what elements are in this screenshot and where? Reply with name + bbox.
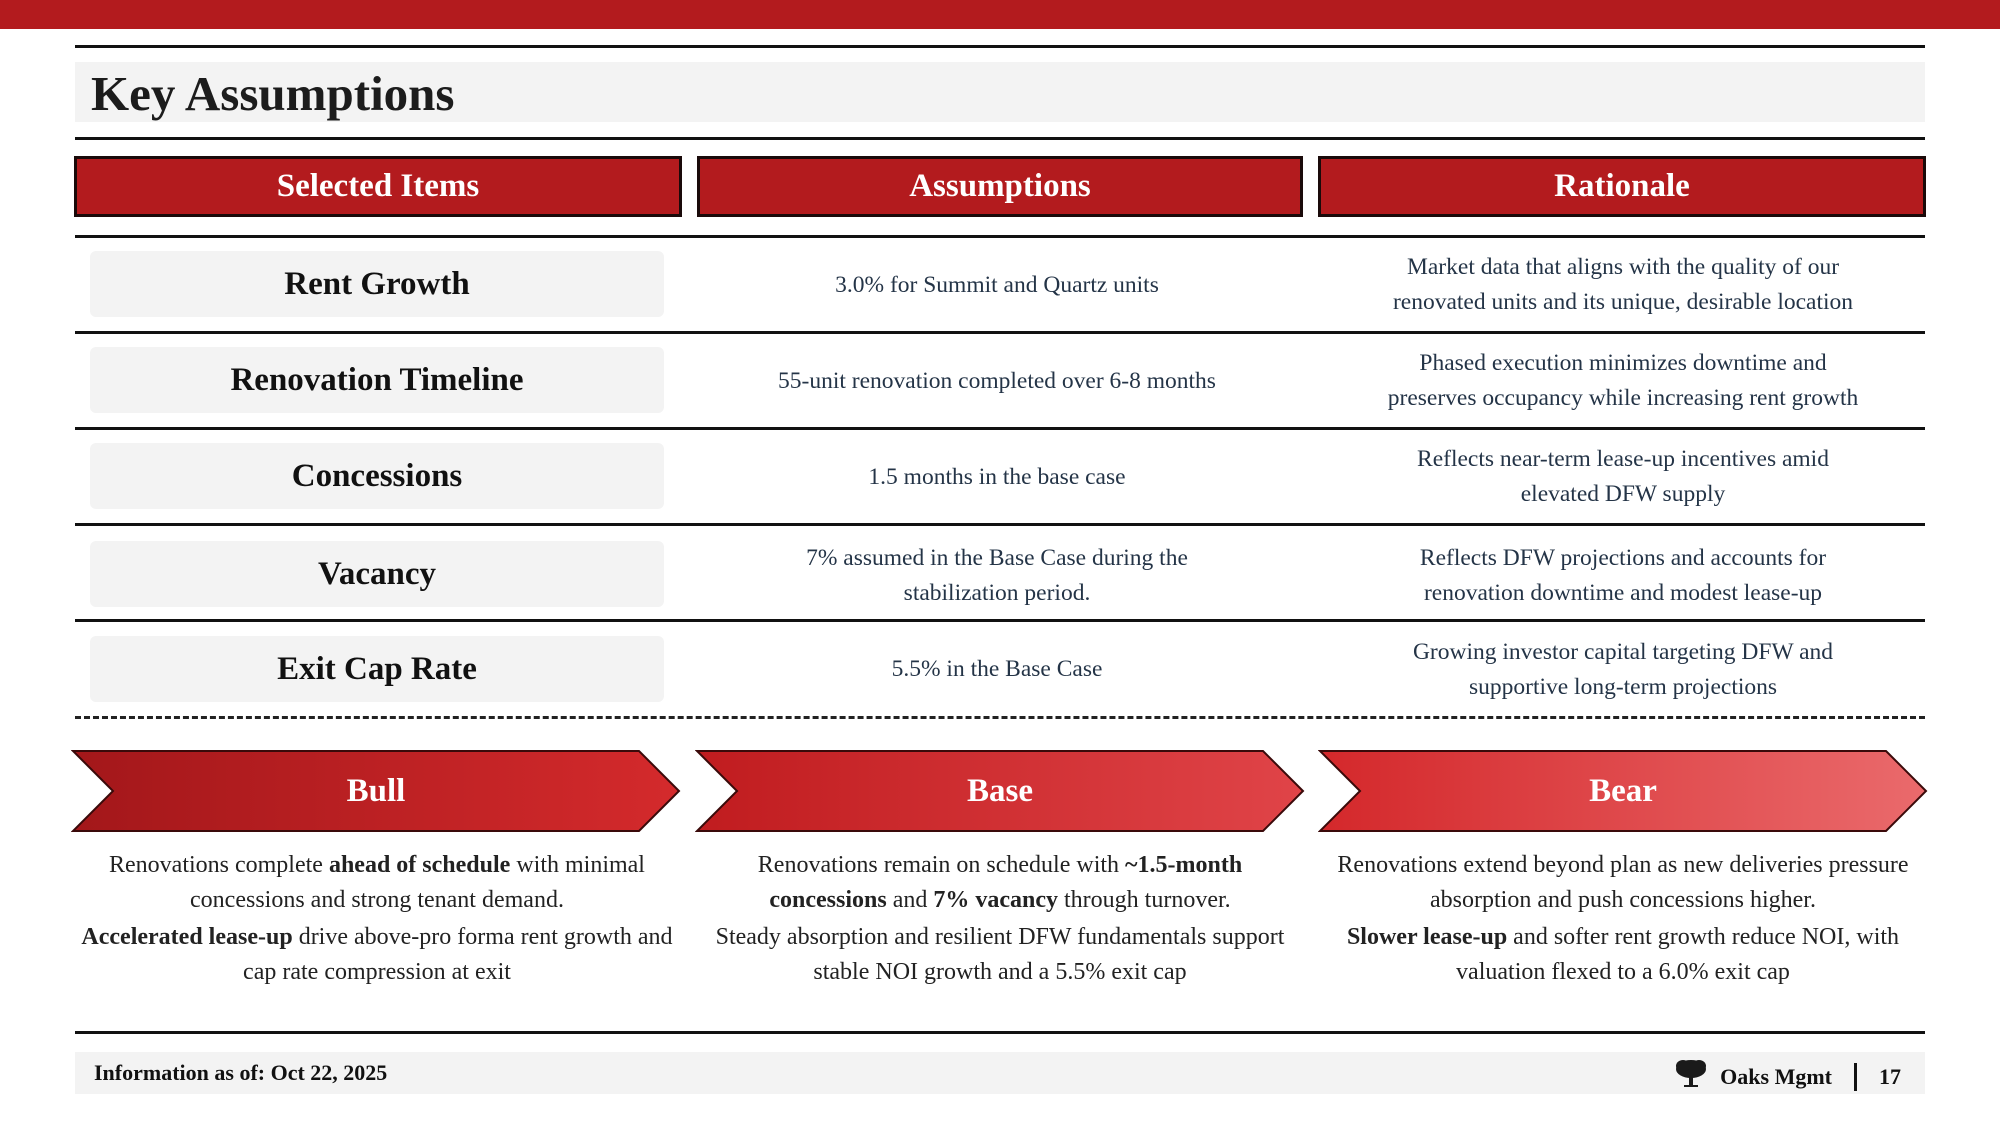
scenario-bear-banner [1318, 750, 1928, 832]
item-renovation-timeline: Renovation Timeline [90, 347, 664, 413]
dashed-divider [75, 716, 1925, 719]
rationale-concessions [1318, 439, 1928, 515]
rationale-renovation-timeline [1318, 343, 1928, 419]
title-top-rule [75, 45, 1925, 48]
page-number: 17 [1879, 1064, 1901, 1089]
row-divider [75, 331, 1925, 334]
scenario-paragraph [77, 848, 677, 918]
row-divider [75, 619, 1925, 622]
assumption-line: 7% assumed in the Base Case during the [806, 545, 1188, 571]
rationale-line: Phased execution minimizes downtime and [1419, 350, 1827, 376]
scenario-bear-description [1323, 848, 1923, 992]
scenario-base-description [700, 848, 1300, 992]
scenario-paragraph [700, 848, 1300, 918]
row-divider [75, 235, 1925, 238]
assumption-rent-growth [697, 252, 1297, 318]
rationale-line: renovated units and its unique, desirable location [1392, 289, 1854, 315]
rationale-line: preserves occupancy while increasing rent growth [1387, 385, 1859, 411]
scenario-base-banner [695, 750, 1305, 832]
scenario-bull-description [77, 848, 677, 992]
rationale-line: elevated DFW supply [1520, 481, 1726, 507]
text-emphasis: Accelerated lease-up [81, 924, 293, 950]
page-title: Key Assumptions [91, 66, 455, 121]
scenario-paragraph [1323, 920, 1923, 990]
rationale-line: Reflects near-term lease-up incentives amid [1417, 446, 1829, 472]
item-vacancy: Vacancy [90, 541, 664, 607]
row-divider [75, 427, 1925, 430]
text-run: with minimal concessions and strong tenant demand. [190, 852, 645, 913]
text-emphasis: ~1.5-month concessions [769, 852, 1243, 913]
item-concessions: Concessions [90, 443, 664, 509]
text-run: Renovations complete [109, 852, 329, 878]
assumption-exit-cap-rate [697, 636, 1297, 702]
text-emphasis: Slower lease-up [1346, 924, 1508, 950]
rationale-rent-growth [1318, 247, 1928, 323]
scenario-paragraph: Renovations extend beyond plan as new deliveries pressure absorption and push concessions higher. [1337, 852, 1909, 913]
top-accent-bar [0, 0, 2000, 29]
text-run: Renovations remain on schedule with [757, 852, 1126, 878]
assumption-text: 5.5% in the Base Case [891, 655, 1103, 682]
text-run: and [886, 887, 934, 913]
item-rent-growth: Rent Growth [90, 251, 664, 317]
text-emphasis: ahead of schedule [328, 852, 511, 878]
company-name: Oaks Mgmt [1720, 1064, 1832, 1089]
rationale-line: Market data that aligns with the quality of our [1406, 254, 1840, 280]
text-run: drive above-pro forma rent growth and cap rate compression at exit [243, 924, 673, 985]
header-rationale: Rationale [1318, 156, 1926, 217]
scenario-paragraph: Steady absorption and resilient DFW fundamentals support stable NOI growth and a 5.5% exit cap [715, 924, 1285, 985]
text-run: and softer rent growth reduce NOI, with valuation flexed to a 6.0% exit cap [1456, 924, 1900, 985]
rationale-line: renovation downtime and modest lease-up [1423, 580, 1823, 606]
rationale-line: Growing investor capital targeting DFW and [1412, 639, 1834, 665]
rationale-line: Reflects DFW projections and accounts for [1419, 545, 1827, 571]
assumption-text: 55-unit renovation completed over 6-8 months [778, 367, 1216, 394]
header-selected-items: Selected Items [74, 156, 682, 217]
rationale-exit-cap-rate [1318, 632, 1928, 708]
scenario-base-label: Base [967, 772, 1033, 809]
assumption-renovation-timeline [697, 348, 1297, 414]
footer-brand [1674, 1058, 1901, 1096]
oak-tree-icon [1674, 1058, 1708, 1096]
header-assumptions: Assumptions [697, 156, 1303, 217]
assumption-text: 3.0% for Summit and Quartz units [835, 271, 1159, 298]
text-emphasis: 7% vacancy [933, 887, 1058, 913]
assumption-concessions [697, 444, 1297, 510]
assumption-vacancy [697, 538, 1297, 614]
footer-separator [1854, 1063, 1857, 1091]
info-date: Information as of: Oct 22, 2025 [94, 1060, 388, 1085]
scenario-bull-banner [71, 750, 681, 832]
item-exit-cap-rate: Exit Cap Rate [90, 636, 664, 702]
scenario-paragraph [77, 920, 677, 990]
rationale-line: supportive long-term projections [1468, 674, 1778, 700]
text-run: through turnover. [1058, 887, 1231, 913]
rationale-vacancy [1318, 538, 1928, 614]
title-bottom-rule [75, 137, 1925, 140]
scenario-bull-label: Bull [346, 772, 406, 809]
footer-rule [75, 1031, 1925, 1034]
assumption-text: 1.5 months in the base case [868, 463, 1126, 490]
assumption-line: stabilization period. [903, 580, 1091, 606]
row-divider [75, 523, 1925, 526]
scenario-bear-label: Bear [1589, 772, 1657, 809]
